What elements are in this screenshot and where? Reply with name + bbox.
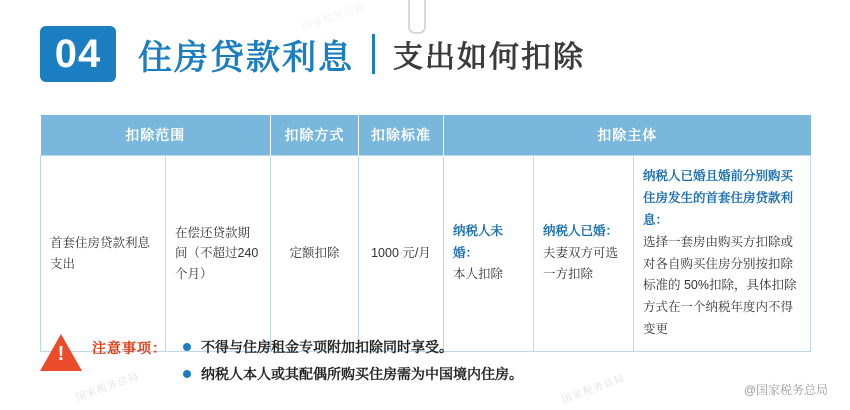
notes-label: 注意事项：	[92, 340, 167, 356]
bullet-icon	[183, 343, 191, 351]
page-subtitle: 支出如何扣除	[393, 41, 585, 74]
note-text: 不得与住房租金专项附加扣除同时享受。	[201, 339, 453, 355]
page-title: 住房贷款利息	[138, 38, 354, 77]
bullet-icon	[183, 370, 191, 378]
title-divider	[372, 34, 375, 74]
subject-married-text: 夫妻双方可选一方扣除	[543, 245, 619, 282]
cell-method: 定额扣除	[271, 156, 359, 352]
cell-scope-note: 在偿还贷款期间（不超过240个月）	[166, 156, 271, 352]
table-header-row	[41, 115, 811, 156]
subject-unmarried-title: 纳税人未婚：	[453, 223, 504, 260]
watermark-top: 国家税务总局	[300, 0, 367, 34]
section-header	[0, 18, 850, 90]
section-number: 04	[54, 32, 102, 76]
cell-standard: 1000 元/月	[359, 156, 444, 352]
column-header-standard: 扣除标准	[359, 115, 444, 156]
watermark-left: 国家税务总局	[74, 370, 141, 404]
warning-exclamation: !	[57, 343, 65, 365]
deduction-table-wrapper	[40, 115, 810, 352]
column-header-subject: 扣除主体	[444, 115, 811, 156]
subject-both-text: 选择一套房由购买方扣除或对各自购买住房分别按扣除标准的 50%扣除，具体扣除方式在一个纳税年度内不得变更	[643, 234, 797, 337]
section-number-badge	[40, 26, 116, 82]
subject-both-title: 纳税人已婚且婚前分别购买住房发生的首套住房贷款利息：	[643, 169, 794, 227]
notes-list	[183, 334, 523, 387]
list-item	[183, 361, 523, 388]
cell-subject-both	[634, 156, 811, 352]
watermark-right: 国家税务总局	[560, 372, 627, 406]
source-credit: @国家税务总局	[743, 383, 828, 397]
list-item	[183, 334, 523, 361]
notes-section	[40, 330, 810, 387]
warning-icon	[40, 334, 84, 374]
subject-married-title: 纳税人已婚：	[543, 223, 619, 238]
cell-scope: 首套住房贷款利息支出	[41, 156, 166, 352]
cell-subject-unmarried	[444, 156, 534, 352]
cell-subject-married	[534, 156, 634, 352]
subject-unmarried-text: 本人扣除	[453, 267, 504, 282]
deduction-table	[40, 115, 811, 352]
column-header-method: 扣除方式	[271, 115, 359, 156]
table-row	[41, 156, 811, 352]
note-text: 纳税人本人或其配偶所购买住房需为中国境内住房。	[201, 365, 523, 382]
column-header-scope: 扣除范围	[41, 115, 271, 156]
